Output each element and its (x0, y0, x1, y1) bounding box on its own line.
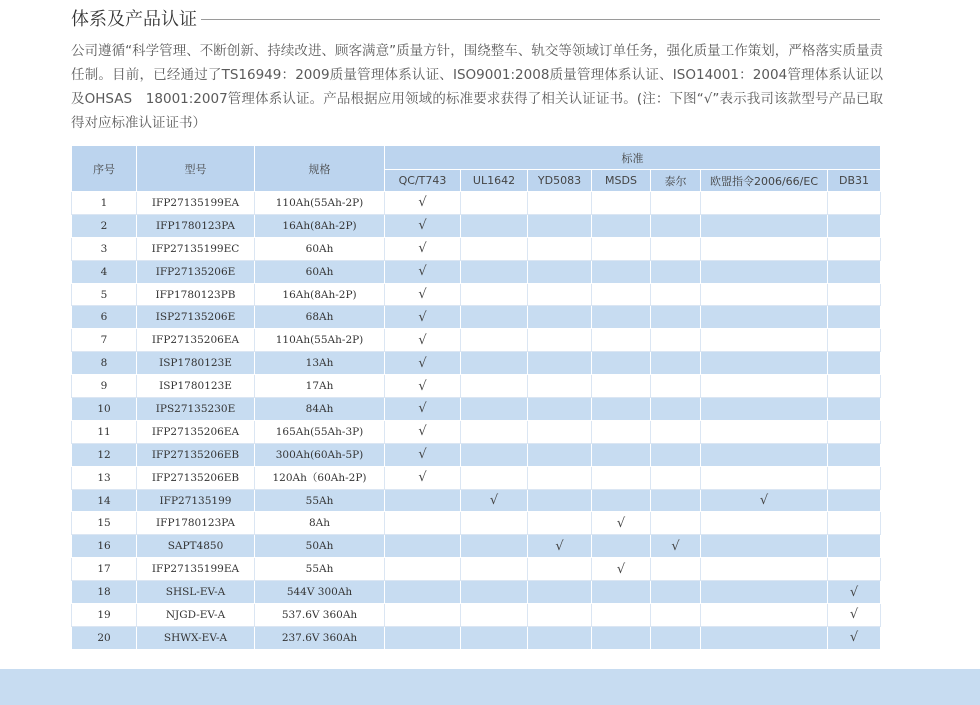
cert-cell (592, 604, 651, 627)
row-index: 19 (72, 604, 137, 627)
row-model: NJGD-EV-A (137, 604, 255, 627)
row-model: ISP27135206E (137, 306, 255, 329)
cert-cell (528, 535, 592, 558)
cert-cell (528, 626, 592, 649)
table-row (72, 626, 881, 649)
header-standard: QC/T743 (385, 170, 461, 192)
cert-cell (385, 489, 461, 512)
check-mark-icon: √ (418, 332, 427, 348)
row-index: 14 (72, 489, 137, 512)
cert-cell (592, 329, 651, 352)
cert-cell (385, 443, 461, 466)
table-row (72, 260, 881, 283)
row-spec: 17Ah (255, 375, 385, 398)
check-mark-icon: √ (616, 515, 626, 531)
cert-cell (828, 489, 881, 512)
cert-cell (701, 329, 828, 352)
row-model: IFP27135206EA (137, 329, 255, 352)
cert-cell (592, 192, 651, 215)
row-index: 15 (72, 512, 137, 535)
row-index: 18 (72, 581, 137, 604)
row-spec: 16Ah(8Ah-2P) (255, 283, 385, 306)
cert-cell (528, 192, 592, 215)
cert-cell (385, 626, 461, 649)
cert-cell (461, 214, 528, 237)
row-index: 9 (72, 375, 137, 398)
header-standard: DB31 (828, 170, 881, 192)
check-mark-icon: √ (616, 561, 626, 577)
table-row (72, 535, 881, 558)
row-spec: 50Ah (255, 535, 385, 558)
cert-cell (592, 466, 651, 489)
cert-cell (828, 260, 881, 283)
table-row (72, 375, 881, 398)
table-row (72, 352, 881, 375)
table-row (72, 558, 881, 581)
cert-cell (528, 306, 592, 329)
cert-cell (701, 443, 828, 466)
row-model: IFP27135199EC (137, 237, 255, 260)
cert-cell (651, 535, 701, 558)
cert-cell (385, 283, 461, 306)
cert-cell (701, 192, 828, 215)
row-model: IFP1780123PB (137, 283, 255, 306)
row-model: IFP27135206EA (137, 420, 255, 443)
cert-cell (651, 260, 701, 283)
cert-cell (701, 214, 828, 237)
cert-cell (701, 352, 828, 375)
row-spec: 110Ah(55Ah-2P) (255, 192, 385, 215)
cert-cell (651, 398, 701, 421)
cert-cell (828, 352, 881, 375)
header-model: 型号 (137, 146, 255, 192)
cert-cell (592, 420, 651, 443)
section-title: 体系及产品认证 (71, 9, 197, 30)
row-index: 10 (72, 398, 137, 421)
cert-cell (528, 420, 592, 443)
cert-cell (592, 306, 651, 329)
row-spec: 60Ah (255, 237, 385, 260)
header-standard: 欧盟指令2006/66/EC (701, 170, 828, 192)
cert-cell (385, 420, 461, 443)
cert-cell (701, 626, 828, 649)
row-model: IFP27135206E (137, 260, 255, 283)
check-mark-icon: √ (418, 424, 427, 440)
header-standard: MSDS (592, 170, 651, 192)
cert-cell (828, 626, 881, 649)
cert-cell (461, 466, 528, 489)
intro-paragraph: 公司遵循“科学管理、不断创新、持续改进、顾客满意”质量方针，围绕整车、轨交等领域订单任务，强化质量工作策划，严格落实质量责任制。目前，已经通过了TS16949：2009质量管理体系认证、ISO9001:2008质量管理体系认证、ISO14001：2004管理体系认证以及OHSAS 18001:2007管理体系认证。产品根据应用领域的标准要求获得了相关认证证书。(注：下图“√”表示我司该款型号产品已取得对应标准认证证书） (71, 43, 883, 131)
cert-cell (385, 512, 461, 535)
cert-cell (528, 443, 592, 466)
table-row (72, 604, 881, 627)
cert-cell (461, 283, 528, 306)
row-index: 16 (72, 535, 137, 558)
cert-cell (592, 512, 651, 535)
cert-cell (461, 237, 528, 260)
cert-cell (461, 352, 528, 375)
cert-cell (385, 260, 461, 283)
cert-cell (651, 237, 701, 260)
header-standard: UL1642 (461, 170, 528, 192)
cert-cell (701, 604, 828, 627)
cert-cell (461, 398, 528, 421)
cert-cell (592, 489, 651, 512)
cert-cell (828, 512, 881, 535)
cert-cell (461, 375, 528, 398)
cert-cell (701, 535, 828, 558)
table-row (72, 489, 881, 512)
row-spec: 537.6V 360Ah (255, 604, 385, 627)
table-row (72, 443, 881, 466)
check-mark-icon: √ (671, 538, 680, 554)
cert-cell (461, 420, 528, 443)
cert-cell (385, 329, 461, 352)
cert-cell (828, 443, 881, 466)
row-spec: 120Ah（60Ah-2P) (255, 466, 385, 489)
cert-cell (592, 535, 651, 558)
table-row (72, 512, 881, 535)
cert-cell (592, 260, 651, 283)
check-mark-icon: √ (418, 195, 427, 211)
row-spec: 13Ah (255, 352, 385, 375)
row-index: 3 (72, 237, 137, 260)
cert-cell (385, 535, 461, 558)
cert-cell (828, 237, 881, 260)
row-model: IPS27135230E (137, 398, 255, 421)
cert-cell (528, 512, 592, 535)
row-spec: 237.6V 360Ah (255, 626, 385, 649)
check-mark-icon: √ (418, 447, 427, 463)
row-spec: 300Ah(60Ah-5P) (255, 443, 385, 466)
row-index: 17 (72, 558, 137, 581)
cert-cell (592, 375, 651, 398)
row-index: 5 (72, 283, 137, 306)
cert-cell (385, 352, 461, 375)
cert-cell (828, 581, 881, 604)
cert-cell (828, 558, 881, 581)
table-row (72, 214, 881, 237)
table-row (72, 329, 881, 352)
row-model: IFP27135199EA (137, 192, 255, 215)
table-body (72, 192, 881, 650)
cert-cell (592, 581, 651, 604)
cert-cell (651, 352, 701, 375)
cert-cell (651, 581, 701, 604)
cert-cell (651, 329, 701, 352)
row-spec: 110Ah(55Ah-2P) (255, 329, 385, 352)
cert-cell (828, 329, 881, 352)
cert-cell (385, 192, 461, 215)
cert-cell (461, 626, 528, 649)
footer-band (0, 669, 980, 705)
row-index: 2 (72, 214, 137, 237)
cert-cell (385, 375, 461, 398)
row-index: 13 (72, 466, 137, 489)
cert-cell (828, 283, 881, 306)
cert-cell (385, 214, 461, 237)
cert-cell (592, 352, 651, 375)
cert-cell (701, 512, 828, 535)
header-standards: 标准 (385, 146, 881, 170)
cert-cell (592, 237, 651, 260)
cert-cell (828, 214, 881, 237)
header-standard: 泰尔 (651, 170, 701, 192)
cert-cell (385, 237, 461, 260)
cert-cell (385, 558, 461, 581)
section-header (71, 4, 880, 32)
cert-cell (828, 604, 881, 627)
cert-cell (651, 443, 701, 466)
cert-cell (528, 283, 592, 306)
cert-cell (701, 375, 828, 398)
cert-cell (461, 489, 528, 512)
cert-cell (828, 420, 881, 443)
cert-cell (461, 604, 528, 627)
cert-cell (528, 352, 592, 375)
row-spec: 55Ah (255, 558, 385, 581)
cert-cell (651, 214, 701, 237)
cert-cell (701, 398, 828, 421)
check-mark-icon: √ (418, 218, 427, 234)
cert-cell (651, 604, 701, 627)
cert-cell (828, 466, 881, 489)
cert-cell (701, 260, 828, 283)
cert-cell (701, 466, 828, 489)
cert-cell (828, 398, 881, 421)
cert-cell (651, 626, 701, 649)
cert-cell (592, 283, 651, 306)
cert-cell (592, 626, 651, 649)
cert-cell (461, 306, 528, 329)
row-spec: 84Ah (255, 398, 385, 421)
table-row (72, 192, 881, 215)
cert-cell (651, 192, 701, 215)
cert-cell (528, 489, 592, 512)
cert-cell (528, 604, 592, 627)
check-mark-icon: √ (849, 630, 859, 646)
table-row (72, 306, 881, 329)
check-mark-icon: √ (418, 287, 427, 302)
check-mark-icon: √ (418, 264, 427, 280)
row-spec: 8Ah (255, 512, 385, 535)
cert-cell (828, 375, 881, 398)
cert-cell (385, 466, 461, 489)
cert-cell (592, 443, 651, 466)
cert-cell (701, 283, 828, 306)
cert-cell (528, 581, 592, 604)
cert-cell (528, 558, 592, 581)
table-row (72, 581, 881, 604)
row-index: 20 (72, 626, 137, 649)
row-model: IFP1780123PA (137, 214, 255, 237)
row-spec: 16Ah(8Ah-2P) (255, 214, 385, 237)
cert-cell (528, 237, 592, 260)
row-index: 11 (72, 420, 137, 443)
cert-cell (461, 512, 528, 535)
row-spec: 544V 300Ah (255, 581, 385, 604)
cert-cell (592, 214, 651, 237)
cert-cell (651, 375, 701, 398)
title-divider (201, 19, 880, 20)
check-mark-icon: √ (418, 309, 427, 325)
check-mark-icon: √ (418, 470, 427, 486)
row-model: ISP1780123E (137, 352, 255, 375)
row-model: IFP27135199EA (137, 558, 255, 581)
cert-cell (828, 535, 881, 558)
row-model: IFP27135206EB (137, 443, 255, 466)
cert-cell (461, 329, 528, 352)
row-index: 8 (72, 352, 137, 375)
cert-cell (701, 581, 828, 604)
header-index: 序号 (72, 146, 137, 192)
cert-cell (528, 329, 592, 352)
cert-cell (651, 558, 701, 581)
cert-cell (701, 237, 828, 260)
row-index: 4 (72, 260, 137, 283)
cert-cell (701, 420, 828, 443)
cert-cell (385, 604, 461, 627)
row-spec: 60Ah (255, 260, 385, 283)
cert-cell (461, 535, 528, 558)
cert-cell (651, 420, 701, 443)
row-index: 1 (72, 192, 137, 215)
check-mark-icon: √ (849, 584, 859, 600)
row-index: 7 (72, 329, 137, 352)
check-mark-icon: √ (418, 401, 427, 417)
cert-cell (528, 375, 592, 398)
cert-cell (701, 558, 828, 581)
cert-cell (461, 581, 528, 604)
cert-cell (528, 466, 592, 489)
header-spec: 规格 (255, 146, 385, 192)
cert-cell (592, 398, 651, 421)
row-spec: 55Ah (255, 489, 385, 512)
row-index: 12 (72, 443, 137, 466)
cert-cell (385, 398, 461, 421)
check-mark-icon: √ (555, 538, 564, 554)
cert-cell (528, 398, 592, 421)
check-mark-icon: √ (418, 355, 427, 371)
table-row (72, 237, 881, 260)
cert-cell (828, 306, 881, 329)
check-mark-icon: √ (849, 607, 859, 623)
cert-cell (701, 306, 828, 329)
check-mark-icon: √ (418, 378, 427, 394)
table-row (72, 398, 881, 421)
cert-cell (651, 489, 701, 512)
cert-cell (701, 489, 828, 512)
cert-cell (651, 306, 701, 329)
cert-cell (592, 558, 651, 581)
check-mark-icon: √ (489, 493, 499, 509)
row-spec: 68Ah (255, 306, 385, 329)
cert-cell (385, 581, 461, 604)
cert-cell (528, 260, 592, 283)
row-model: SHWX-EV-A (137, 626, 255, 649)
cert-cell (461, 192, 528, 215)
row-model: IFP1780123PA (137, 512, 255, 535)
row-model: SHSL-EV-A (137, 581, 255, 604)
certification-table (71, 145, 881, 650)
cert-cell (461, 558, 528, 581)
check-mark-icon: √ (759, 493, 769, 509)
cert-cell (828, 192, 881, 215)
cert-cell (651, 466, 701, 489)
check-mark-icon: √ (418, 241, 427, 257)
cert-cell (651, 283, 701, 306)
table-row (72, 283, 881, 306)
row-model: SAPT4850 (137, 535, 255, 558)
row-index: 6 (72, 306, 137, 329)
cert-cell (528, 214, 592, 237)
cert-cell (651, 512, 701, 535)
cert-cell (461, 443, 528, 466)
cert-cell (385, 306, 461, 329)
header-standard: YD5083 (528, 170, 592, 192)
table-row (72, 466, 881, 489)
row-model: IFP27135206EB (137, 466, 255, 489)
row-model: ISP1780123E (137, 375, 255, 398)
table-row (72, 420, 881, 443)
cert-cell (461, 260, 528, 283)
row-spec: 165Ah(55Ah-3P) (255, 420, 385, 443)
row-model: IFP27135199 (137, 489, 255, 512)
